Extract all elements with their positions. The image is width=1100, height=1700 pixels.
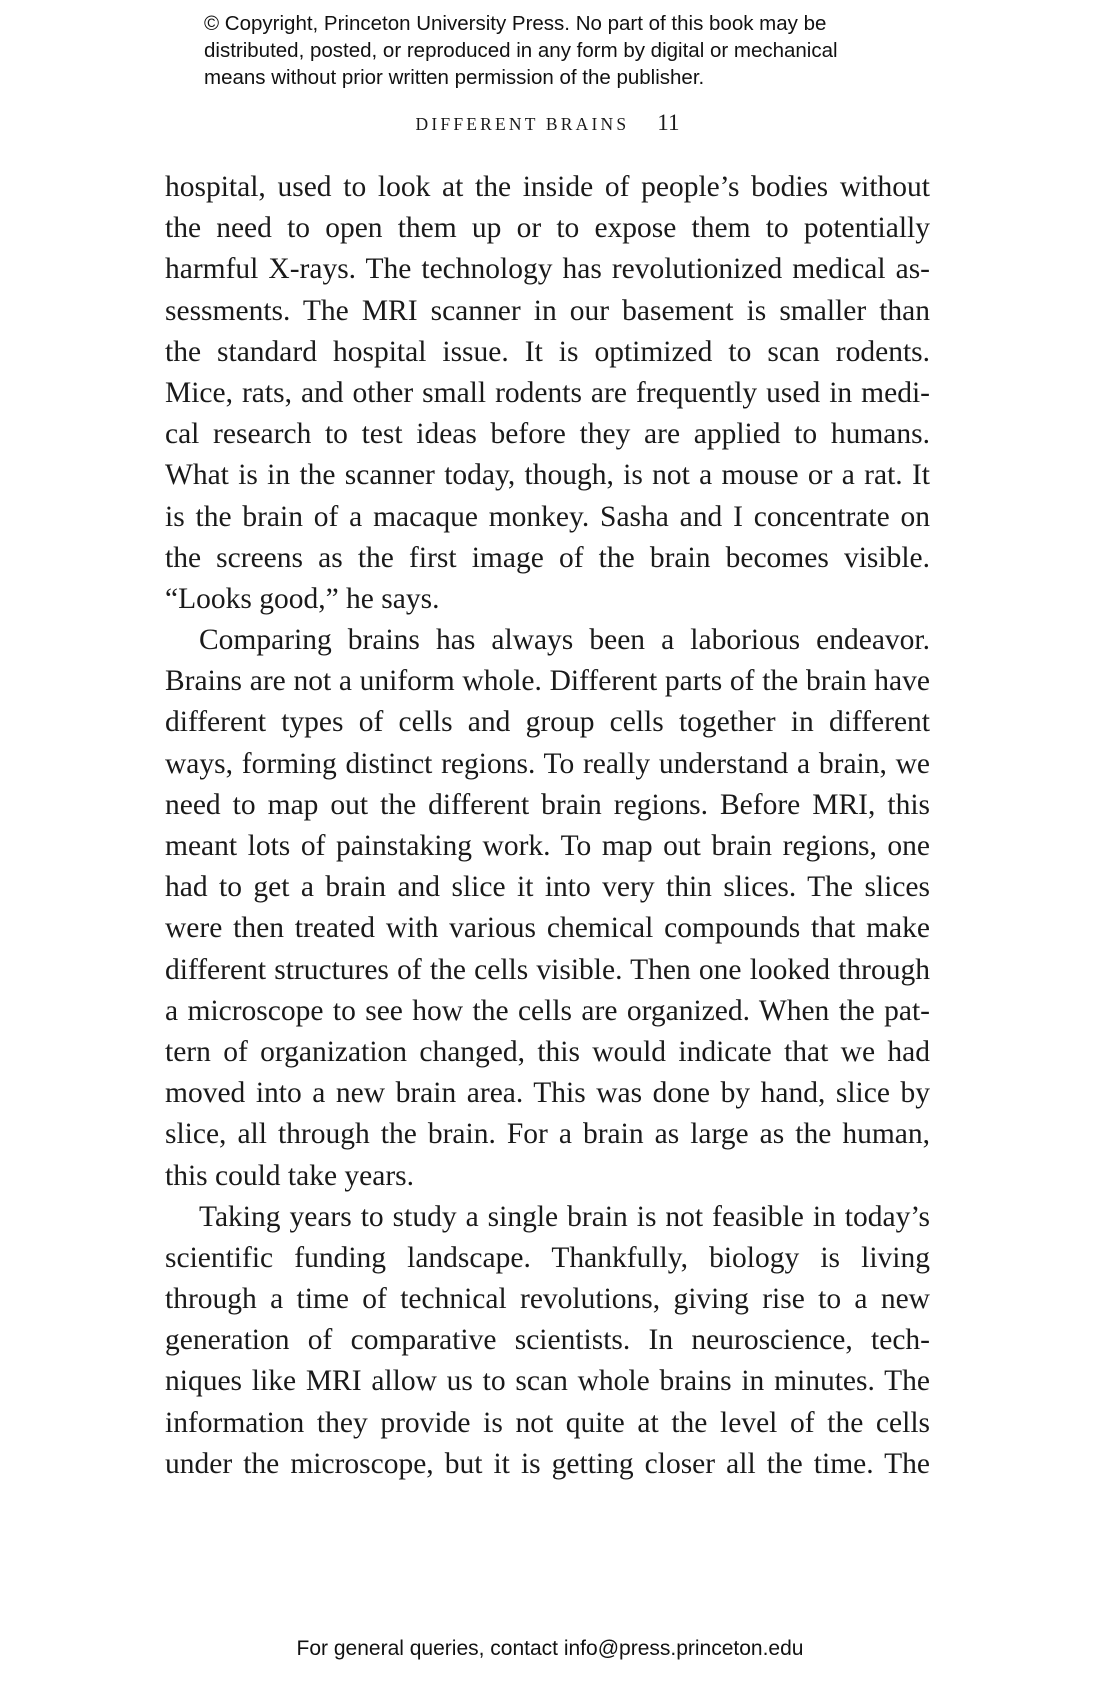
text-line: the need to open them up or to expose them to potentially xyxy=(165,212,930,245)
running-head xyxy=(165,110,930,136)
text-line: cal research to test ideas before they are applied to humans. xyxy=(165,418,930,451)
text-line: under the microscope, but it is getting closer all the time. The xyxy=(165,1447,930,1480)
text-line: had to get a brain and slice it into very thin slices. The slices xyxy=(165,871,930,904)
text-line: niques like MRI allow us to scan whole brains in minutes. The xyxy=(165,1365,930,1398)
body-text xyxy=(165,167,930,1485)
text-line: What is in the scanner today, though, is not a mouse or a rat. It xyxy=(165,459,930,492)
text-line: harmful X-rays. The technology has revolutionized medical as- xyxy=(165,253,930,286)
text-line: meant lots of painstaking work. To map out brain regions, one xyxy=(165,830,930,862)
footer-contact: For general queries, contact info@press.princeton.edu xyxy=(296,1637,804,1660)
copyright-line: © Copyright, Princeton University Press. No part of this book may be xyxy=(204,12,827,35)
copyright-notice xyxy=(204,10,924,91)
text-line: slice, all through the brain. For a brain as large as the human, xyxy=(165,1118,930,1151)
copyright-line: means without prior written permission of the publisher. xyxy=(204,66,705,89)
text-line: through a time of technical revolutions, giving rise to a new xyxy=(165,1283,930,1316)
text-line: different types of cells and group cells together in different xyxy=(165,706,930,739)
text-line: a microscope to see how the cells are organized. When the pat- xyxy=(165,994,930,1027)
text-line: hospital, used to look at the inside of people’s bodies without xyxy=(165,171,930,203)
page-number: 11 xyxy=(657,110,680,135)
text-line: sessments. The MRI scanner in our basement is smaller than xyxy=(165,294,930,327)
text-line: Taking years to study a single brain is not feasible in today’s xyxy=(199,1200,930,1233)
text-line: Comparing brains has always been a laborious endeavor. xyxy=(199,624,930,657)
chapter-title: DIFFERENT BRAINS xyxy=(415,114,630,134)
text-line: generation of comparative scientists. In neuroscience, tech- xyxy=(165,1324,930,1357)
text-line: need to map out the different brain regions. Before MRI, this xyxy=(165,788,930,821)
text-line: scientific funding landscape. Thankfully, biology is living xyxy=(165,1241,930,1274)
text-line: ways, forming distinct regions. To really understand a brain, we xyxy=(165,747,930,780)
text-line: moved into a new brain area. This was done by hand, slice by xyxy=(165,1077,930,1110)
text-line: the screens as the first image of the brain becomes visible. xyxy=(165,541,930,574)
text-line: information they provide is not quite at the level of the cells xyxy=(165,1406,930,1439)
text-line: this could take years. xyxy=(165,1159,415,1192)
text-line: were then treated with various chemical compounds that make xyxy=(165,912,930,945)
text-line: “Looks good,” he says. xyxy=(165,582,440,615)
text-line: different structures of the cells visible. Then one looked through xyxy=(165,953,930,986)
text-line: Brains are not a uniform whole. Different parts of the brain have xyxy=(165,665,930,698)
text-line: is the brain of a macaque monkey. Sasha and I concentrate on xyxy=(165,500,930,533)
text-line: tern of organization changed, this would indicate that we had xyxy=(165,1035,930,1068)
text-line: the standard hospital issue. It is optimized to scan rodents. xyxy=(165,335,930,368)
copyright-line: distributed, posted, or reproduced in any form by digital or mechanical xyxy=(204,39,838,62)
text-line: Mice, rats, and other small rodents are frequently used in medi- xyxy=(165,376,930,409)
